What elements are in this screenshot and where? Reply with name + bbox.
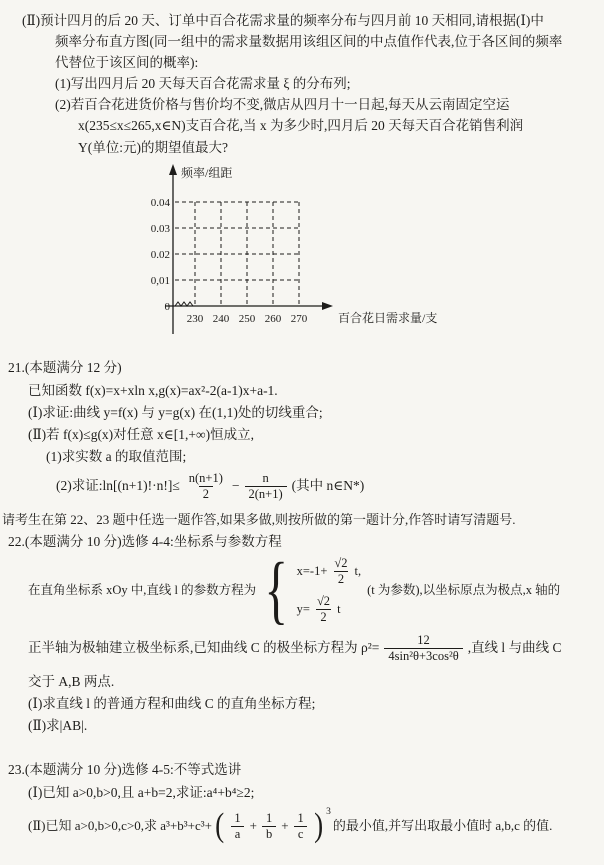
param-eq-y	[297, 594, 362, 625]
q22-intro-prefix: 在直角坐标系 xOy 中,直线 l 的参数方程为	[28, 582, 257, 597]
q2-line-6: x(235≤x≤265,x∈N)支百合花,当 x 为多少时,四月后 20 天每天百合花销售利润	[78, 118, 524, 133]
fraction-denominator: 4sin²θ+3cos²θ	[384, 648, 462, 664]
q23-line-1: (Ⅰ)已知 a>0,b>0,且 a+b=2,求证:a⁴+b⁴≥2;	[28, 785, 255, 800]
y-tick-label-002: 0.02	[150, 249, 170, 261]
selection-notice: 请考生在第 22、23 题中任选一题作答,如果多做,则按所做的第一题计分,作答时请写清题号.	[2, 512, 516, 527]
q21-line-1: 已知函数 f(x)=x+xln x,g(x)=ax²-2(a-1)x+a-1.	[28, 383, 278, 398]
fraction-denominator: c	[294, 826, 308, 842]
q21-line-3: (Ⅱ)若 f(x)≤g(x)对任意 x∈[1,+∞)恒成立,	[28, 427, 255, 442]
fraction	[294, 811, 308, 842]
q22-line-4: (Ⅰ)求直线 l 的普通方程和曲线 C 的直角坐标方程;	[28, 696, 316, 711]
fraction-numerator: √2	[334, 555, 348, 570]
y-tick-label-003: 0.03	[150, 223, 170, 235]
exponent: 3	[326, 807, 331, 817]
fraction-denominator: 2	[199, 486, 213, 502]
fraction-numerator: n	[262, 470, 269, 485]
q23-l2-prefix: (Ⅱ)已知 a>0,b>0,c>0,求 a³+b³+c³+	[28, 817, 213, 833]
q22-polar-suffix: ,直线 l 与曲线 C	[467, 640, 562, 656]
fraction	[330, 556, 351, 587]
q22-polar-prefix: 正半轴为极轴建立极坐标系,已知曲线 C 的极坐标方程为 ρ²=	[28, 640, 380, 656]
q23-l2-suffix: 的最小值,并写出取最小值时 a,b,c 的值.	[332, 817, 553, 833]
q2-line-4: (1)写出四月后 20 天每天百合花需求量 ξ 的分布列;	[55, 76, 351, 91]
open-paren-icon: (	[215, 807, 225, 844]
y-tick-label-001: 0,01	[150, 275, 170, 287]
x-tick-label-260: 260	[264, 313, 282, 325]
y-axis-arrow-icon	[169, 164, 177, 175]
q22-intro-suffix: (t 为参数),以坐标原点为极点,x 轴的	[367, 582, 561, 597]
fraction-denominator: 2(n+1)	[245, 486, 287, 502]
parametric-equations	[297, 556, 362, 625]
param-eq-x	[297, 556, 362, 587]
fraction	[230, 811, 244, 842]
q21-proof-line	[56, 464, 364, 508]
x-tick-label-250: 250	[238, 313, 256, 325]
y-tick-label-0: 0	[164, 301, 170, 313]
x-tick-label-270: 270	[290, 313, 308, 325]
q2-line-3: 代替位于该区间的概率):	[55, 55, 199, 70]
fraction-numerator: 1	[297, 810, 304, 825]
y-tick-label-004: 0.04	[150, 197, 170, 209]
q2-line-1: (Ⅱ)预计四月的后 20 天、订单中百合花需求量的频率分布与四月前 10 天相同,请根据(Ⅰ)中	[22, 13, 544, 28]
y-axis-label: 频率/组距	[181, 166, 233, 180]
fraction-numerator: 12	[417, 632, 430, 647]
q23-heading: 23.(本题满分 10 分)选修 4-5:不等式选讲	[8, 762, 242, 777]
q2-line-5: (2)若百合花进货价格与售价均不变,微店从四月十一日起,每天从云南固定空运	[55, 97, 510, 112]
x-axis-arrow-icon	[322, 302, 333, 310]
q22-heading: 22.(本题满分 10 分)选修 4-4:坐标系与参数方程	[8, 534, 282, 549]
q21-proof-suffix: (其中 n∈N*)	[291, 478, 365, 494]
q21-line-2: (Ⅰ)求证:曲线 y=f(x) 与 y=g(x) 在(1,1)处的切线重合;	[28, 405, 323, 420]
q21-proof-prefix: (2)求证:ln[(n+1)!·n!]≤	[56, 478, 180, 494]
q22-line-3: 交于 A,B 两点.	[28, 674, 115, 689]
x-axis-label: 百合花日需求量/支	[338, 311, 438, 325]
fraction-numerator: √2	[316, 593, 331, 608]
fraction	[245, 471, 287, 502]
fraction-denominator: b	[262, 826, 276, 842]
q22-intro-line	[28, 547, 561, 632]
q23-line-2	[28, 804, 552, 848]
x-tick-label-240: 240	[212, 313, 230, 325]
q21-line-4: (1)求实数 a 的取值范围;	[46, 449, 187, 464]
q22-line-5: (Ⅱ)求|AB|.	[28, 718, 88, 733]
fraction-denominator: a	[231, 826, 245, 842]
param-eq-y-pre: y=	[296, 601, 310, 616]
fraction-numerator: n(n+1)	[188, 470, 223, 485]
q21-heading: 21.(本题满分 12 分)	[8, 360, 122, 375]
q2-line-2: 频率分布直方图(同一组中的需求量数据用该组区间的中点值作代表,位于各区间的频率	[55, 34, 563, 49]
system-brace-icon: {	[264, 547, 289, 632]
param-eq-x-suf: t,	[354, 563, 362, 578]
param-eq-y-suf: t	[337, 601, 341, 616]
fraction-numerator: 1	[234, 810, 241, 825]
close-paren-icon: )	[313, 807, 323, 844]
fraction-denominator: 2	[334, 571, 348, 587]
fraction	[384, 633, 462, 664]
q2-line-7: Y(单位:元)的期望值最大?	[78, 140, 228, 155]
frequency-histogram-chart	[148, 164, 588, 340]
q21-proof-minus: −	[231, 478, 240, 494]
fraction	[262, 811, 276, 842]
fraction	[313, 594, 334, 625]
fraction-numerator: 1	[265, 810, 273, 825]
x-tick-label-230: 230	[186, 313, 204, 325]
fraction-denominator: 2	[316, 609, 330, 625]
q22-polar-line	[28, 628, 561, 668]
param-eq-x-pre: x=-1+	[296, 563, 328, 578]
fraction	[185, 471, 227, 502]
plus-sign: +	[249, 817, 257, 833]
plus-sign: +	[281, 817, 289, 833]
